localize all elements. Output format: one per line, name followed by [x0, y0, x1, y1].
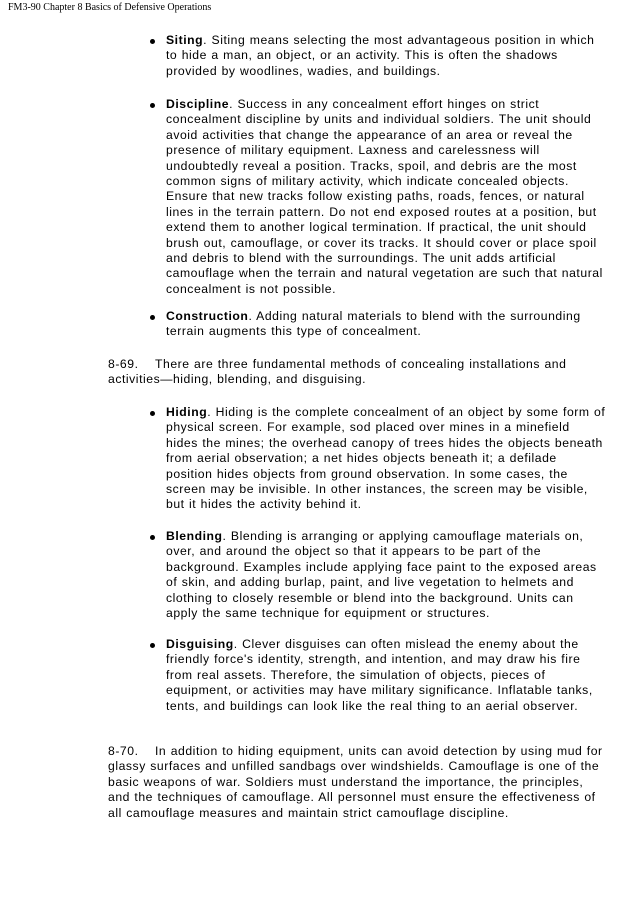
- bullet-text: . Blending is arranging or applying camouflage materials on, over, and around the object so that it appears to be part of the background. Examples include applying face paint to the exposed areas of skin, and adding burlap, paint, and live vegetation to helmets and clothing to closely resemble or blend into the background. Units can apply the same technique for equipment or structures.: [166, 529, 597, 621]
- bullet-siting: [166, 33, 606, 79]
- bullet-term: Construction: [166, 309, 249, 323]
- paragraph-text: In addition to hiding equipment, units can avoid detection by using mud for glassy surfaces and unfilled sandbags over windshields. Camouflage is one of the basic weapons of war. Soldiers must understand the importance, the principles, and the techniques of camouflage. All personnel must ensure the effectiveness of all camouflage measures and maintain strict camouflage discipline.: [108, 744, 603, 820]
- bullet-discipline: [166, 97, 606, 297]
- bullet-term: Discipline: [166, 97, 230, 111]
- paragraph-8-70: [108, 744, 608, 821]
- bullet-dot-icon: [150, 315, 155, 320]
- paragraph-text: There are three fundamental methods of concealing installations and activities—hiding, blending, and disguising.: [108, 357, 567, 387]
- bullet-hiding: [166, 405, 606, 513]
- bullet-term: Hiding: [166, 405, 208, 419]
- running-header: FM3-90 Chapter 8 Basics of Defensive Operations: [8, 2, 212, 13]
- bullet-term: Blending: [166, 529, 223, 543]
- bullet-term: Siting: [166, 33, 204, 47]
- paragraph-number: 8-69.: [108, 357, 139, 371]
- bullet-dot-icon: [150, 535, 155, 540]
- bullet-disguising: [166, 637, 606, 714]
- bullet-dot-icon: [150, 103, 155, 108]
- bullet-text: . Success in any concealment effort hinges on strict concealment discipline by units and individual soldiers. The unit should avoid activities that change the appearance of an area or reveal the presence of military equipment. Laxness and carelessness will undoubtedly reveal a position. Tracks, spoil, and debris are the most common signs of military activity, which indicate concealed objects. Ensure that new tracks follow existing paths, roads, fences, or natural lines in the terrain pattern. Do not end exposed routes at a position, but extend them to another logical termination. If practical, the unit should brush out, camouflage, or cover its tracks. It should cover or place spoil and debris to blend with the surroundings. The unit adds artificial camouflage when the terrain and natural vegetation are such that natural concealment is not possible.: [166, 97, 603, 296]
- bullet-construction: [166, 309, 606, 340]
- bullet-text: . Siting means selecting the most advantageous position in which to hide a man, an object, or an activity. This is often the shadows provided by woodlines, wadies, and buildings.: [166, 33, 595, 78]
- bullet-dot-icon: [150, 643, 155, 648]
- paragraph-8-69: [108, 357, 608, 388]
- bullet-dot-icon: [150, 411, 155, 416]
- bullet-text: . Clever disguises can often mislead the enemy about the friendly force's identity, strength, and intention, and may draw his fire from real assets. Therefore, the simulation of objects, pieces of equipment, or activities may have military significance. Inflatable tanks, tents, and buildings can look like the real thing to an aerial observer.: [166, 637, 593, 713]
- paragraph-number: 8-70.: [108, 744, 139, 758]
- bullet-blending: [166, 529, 606, 621]
- bullet-text: . Adding natural materials to blend with the surrounding terrain augments this type of concealment.: [166, 309, 581, 339]
- bullet-dot-icon: [150, 39, 155, 44]
- bullet-text: . Hiding is the complete concealment of an object by some form of physical screen. For example, sod placed over mines in a minefield hides the mines; the overhead canopy of trees hides the objects beneath from aerial observation; a net hides objects beneath it; a defilade position hides objects from ground observation. In some cases, the screen may be invisible. In other instances, the screen may be visible, but it hides the activity behind it.: [166, 405, 606, 512]
- bullet-term: Disguising: [166, 637, 234, 651]
